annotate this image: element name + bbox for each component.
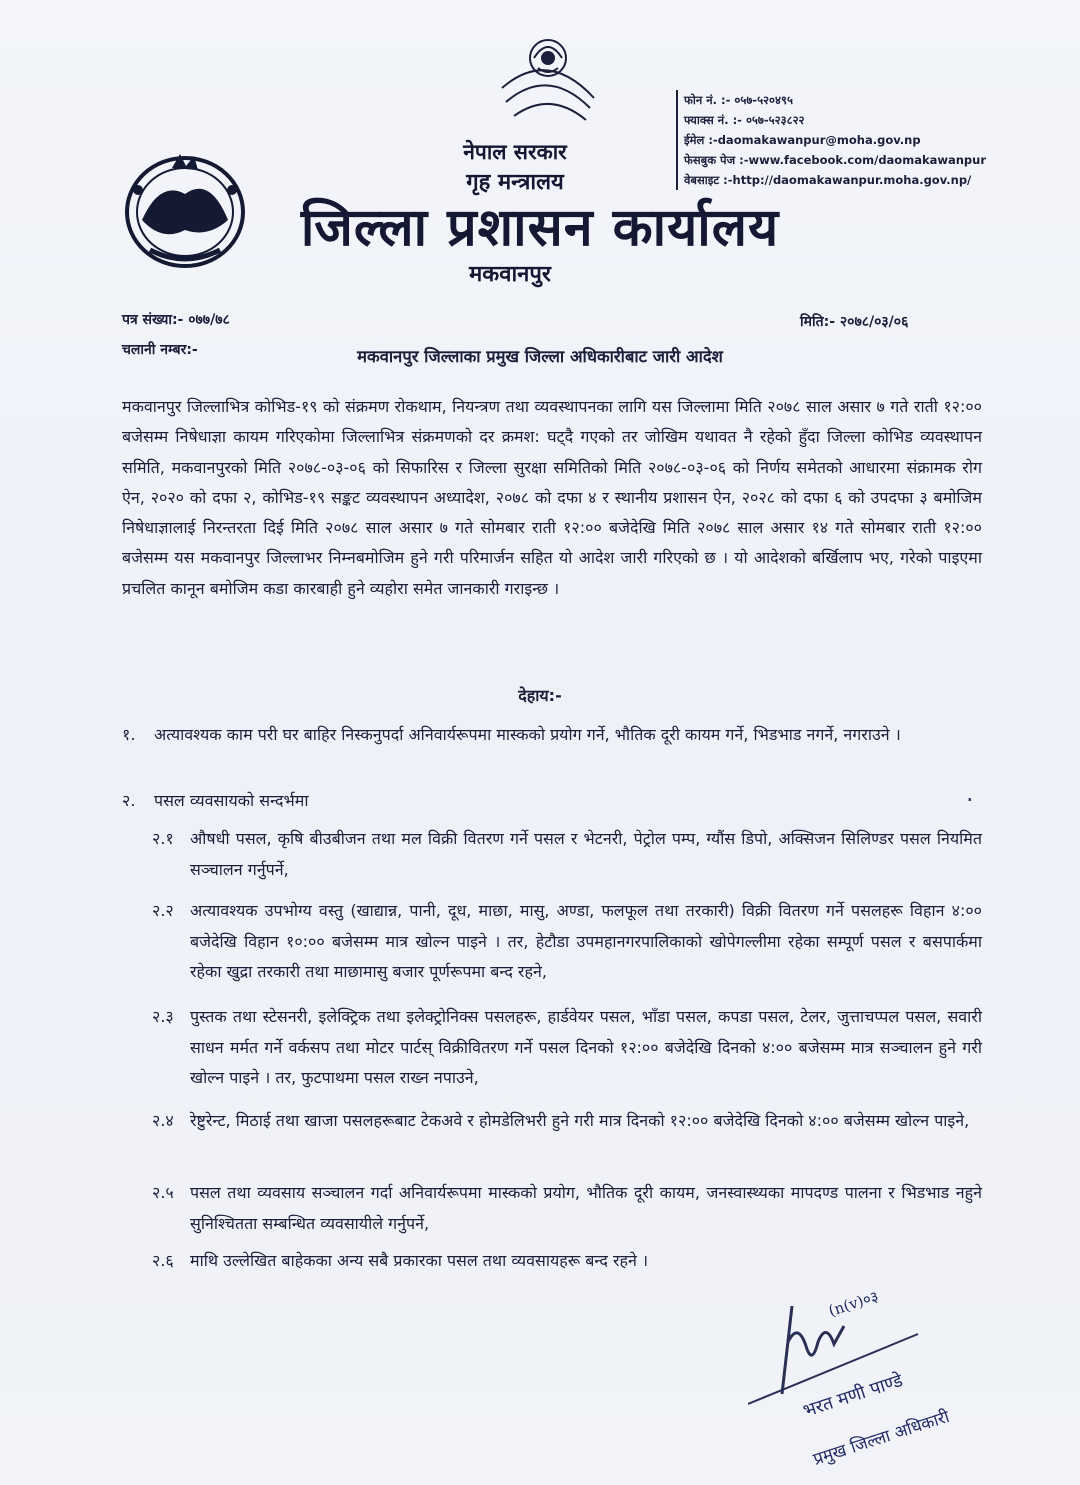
letter-subject: मकवानपुर जिल्लाका प्रमुख जिल्ला अधिकारीबाट जारी आदेश: [357, 347, 723, 366]
ministry-seal: [488, 28, 608, 138]
item-number: १.: [122, 725, 136, 744]
item-text: रेष्टुरेन्ट, मिठाई तथा खाजा पसलहरूबाट टेकअवे र होमडेलिभरी हुने गरी मात्र दिनको १२:०० बजेदेखि दिनको ४:०० बजेसम्म खोल्न पाइने,: [190, 1111, 970, 1130]
item-number: २.२: [152, 901, 174, 920]
item-text: पसल तथा व्यवसाय सञ्चालन गर्दा अनिवार्यरूपमा मास्कको प्रयोग, भौतिक दूरी कायम, जनस्वास्थ्यका मापदण्ड पालना र भिडभाड नहुने सुनिश्चितता सम्बन्धित व्यवसायीले गर्नुपर्ने,: [190, 1183, 982, 1233]
dehaya-heading: देहाय:-: [518, 686, 562, 705]
contact-email: ईमेल :-daomakawanpur@moha.gov.np: [684, 133, 921, 147]
body-paragraph: मकवानपुर जिल्लाभित्र कोभिड-१९ को संक्रमण रोकथाम, नियन्त्रण तथा व्यवस्थापनका लागि यस जिल्लामा मिति २०७८ साल असार ७ गते राती १२:०० बजेसम्म निषेधाज्ञा कायम गरिएकोमा जिल्लाभित्र संक्रमणको दर क्रमश: घट्दै गएको तर जोखिम यथावत नै रहेको हुँदा जिल्ला कोभिड व्यवस्थापन समिति, मकवानपुरको मिति २०७८-०३-०६ को सिफारिस र जिल्ला सुरक्षा समितिको मिति २०७८-०३-०६ को निर्णय समेतको आधारमा संक्रामक रोग ऐन, २०२० को दफा २, कोभिड-१९ सङ्कट व्यवस्थापन अध्यादेश, २०७८ को दफा ४ र स्थानीय प्रशासन ऐन, २०२८ को दफा ६ को उपदफा ३ बमोजिम निषेधाज्ञालाई निरन्तरता दिई मिति २०७८ साल असार ७ गते सोमबार राती १२:०० बजेदेखि मिति २०७८ साल असार १४ गते सोमबार राती १२:०० बजेसम्म यस मकवानपुर जिल्लाभर निम्नबमोजिम हुने गरी परिमार्जन सहित यो आदेश जारी गरिएको छ । यो आदेशको बर्खिलाप भए, गरेको पाइएमा प्रचलित कानून बमोजिम कडा कारबाही हुने व्यहोरा समेत जानकारी गराइन्छ ।: [122, 397, 982, 598]
item-text: पुस्तक तथा स्टेसनरी, इलेक्ट्रिक तथा इलेक्ट्रोनिक्स पसलहरू, हार्डवेयर पसल, भाँडा पसल, कपडा पसल, टेलर, जुत्ताचप्पल पसल, सवारी साधन मर्मत गर्ने वर्कसप तथा मोटर पार्टस् विक्रीवितरण गर्ने पसल दिनको १२:०० बजेदेखि दिनको ४:०० बजेसम्म मात्र सञ्चालन हुने गरी खोल्न पाइने । तर, फुटपाथमा पसल राख्न नपाउने,: [190, 1007, 982, 1087]
item-text: अत्यावश्यक उपभोग्य वस्तु (खाद्यान्न, पानी, दूध, माछा, मासु, अण्डा, फलफूल तथा तरकारी) विक्री वितरण गर्ने पसलहरू विहान ४:०० बजेदेखि विहान १०:०० बजेसम्म मात्र खोल्न पाइने । तर, हेटौडा उपमहानगरपालिकाको खोपेगल्लीमा रहेका सम्पूर्ण पसल र बसपार्कमा रहेका खुद्रा तरकारी तथा माछामासु बजार पूर्णरूपमा बन्द रहने,: [190, 901, 982, 981]
contact-block: [676, 90, 987, 190]
item-number: २.५: [152, 1183, 174, 1202]
item-number: २.१: [152, 829, 174, 848]
item-number: २.६: [152, 1251, 174, 1270]
list-item: [122, 786, 982, 817]
list-item: [152, 896, 982, 988]
letter-number: पत्र संख्या:- ०७७/७८: [122, 312, 230, 328]
list-item: [122, 720, 982, 751]
signature-initials: (n(v)०३: [826, 1287, 881, 1321]
check-mark-icon: ·: [966, 786, 974, 814]
government-name: नेपाल सरकार: [463, 140, 567, 164]
item-number: २.३: [152, 1007, 174, 1026]
contact-facebook: फेसबुक पेज :-www.facebook.com/daomakawanpur: [684, 153, 987, 167]
contact-website: वेबसाइट :-http://daomakawanpur.moha.gov.np/: [684, 173, 972, 187]
item-number: २.: [122, 791, 136, 810]
ministry-name: गृह मन्त्रालय: [466, 170, 564, 195]
letter-date: मिति:- २०७८/०३/०६: [800, 314, 909, 330]
signatory-title: प्रमुख जिल्ला अधिकारी: [810, 1407, 952, 1470]
list-item: [152, 1106, 982, 1137]
contact-fax: फ्याक्स नं. :- ०५७-५२३८२२: [684, 113, 805, 127]
item-text: माथि उल्लेखित बाहेकका अन्य सबै प्रकारका पसल तथा व्यवसायहरू बन्द रहने ।: [190, 1251, 649, 1270]
district-name: मकवानपुर: [469, 262, 551, 287]
item-number: २.४: [152, 1111, 174, 1130]
dispatch-number: चलानी नम्बर:-: [122, 342, 198, 358]
list-item: [152, 1178, 982, 1239]
item-text: पसल व्यवसायको सन्दर्भमा: [154, 791, 309, 810]
nepal-emblem-icon: [120, 150, 250, 275]
contact-phone: फोन नं. :- ०५७-५२०४९५: [684, 93, 793, 107]
list-item: [152, 824, 982, 885]
office-name: जिल्ला प्रशासन कार्यालय: [300, 198, 780, 258]
list-item: [152, 1002, 982, 1094]
signatory-name: भरत मणी पाण्डे: [800, 1370, 906, 1422]
list-item: [152, 1246, 982, 1277]
item-text: औषधी पसल, कृषि बीउबीजन तथा मल विक्री वितरण गर्ने पसल र भेटनरी, पेट्रोल पम्प, ग्यौंस डिपो, अक्सिजन सिलिण्डर पसल नियमित सञ्चालन गर्नुपर्ने,: [190, 829, 982, 879]
item-text: अत्यावश्यक काम परी घर बाहिर निस्कनुपर्दा अनिवार्यरूपमा मास्कको प्रयोग गर्ने, भौतिक दूरी कायम गर्ने, भिडभाड नगर्ने, नगराउने ।: [154, 725, 901, 744]
